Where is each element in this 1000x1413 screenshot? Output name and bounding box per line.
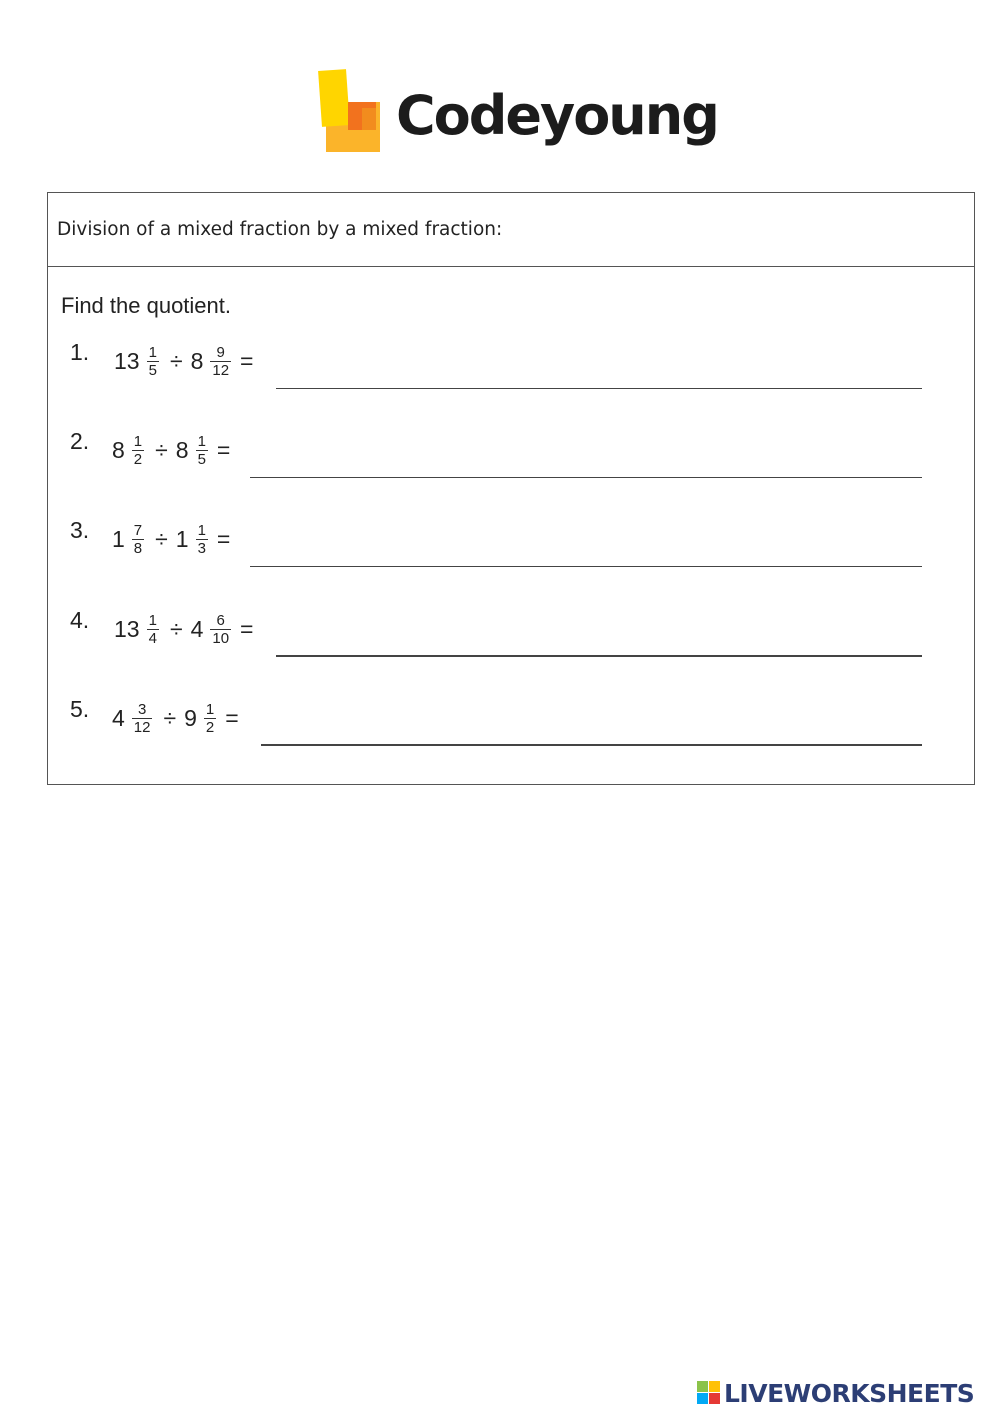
fraction: $\frac{3}{12}$ xyxy=(133,700,151,736)
problem-row xyxy=(70,422,922,478)
equals-sign: = xyxy=(240,347,254,374)
logo-wordmark: Codeyoung xyxy=(396,84,718,147)
fraction: $\frac{1}{5}$ xyxy=(148,343,157,379)
problem-row xyxy=(70,511,922,567)
answer-input[interactable] xyxy=(250,437,922,478)
problem-expression xyxy=(112,511,230,567)
codeyoung-logo xyxy=(318,68,718,164)
worksheet-title: Division of a mixed fraction by a mixed fraction: xyxy=(48,193,974,267)
fraction: $\frac{1}{2}$ xyxy=(133,432,143,468)
whole-number: 13 xyxy=(114,347,140,374)
fraction: $\frac{9}{12}$ xyxy=(212,343,230,379)
problem-expression xyxy=(114,333,253,389)
answer-input[interactable] xyxy=(276,615,922,657)
whole-number: 13 xyxy=(114,615,140,642)
divide-sign: ÷ xyxy=(169,615,183,642)
problem-row xyxy=(70,690,922,746)
whole-number: 1 xyxy=(112,525,125,552)
problem-row xyxy=(70,333,922,389)
equals-sign: = xyxy=(216,525,231,552)
whole-number: 8 xyxy=(112,436,125,463)
problem-expression xyxy=(114,601,253,657)
problem-number: 5. xyxy=(70,696,90,722)
instruction-text: Find the quotient. xyxy=(61,293,232,318)
whole-number: 4 xyxy=(190,615,204,642)
equals-sign: = xyxy=(216,436,231,463)
problem-number: 4. xyxy=(70,607,90,633)
codeyoung-logo-icon xyxy=(318,68,384,154)
whole-number: 8 xyxy=(175,436,189,463)
problem-number: 1. xyxy=(70,339,90,365)
divide-sign: ÷ xyxy=(169,347,183,374)
problem-row xyxy=(70,601,922,657)
whole-number: 1 xyxy=(175,525,189,552)
divide-sign: ÷ xyxy=(155,436,168,463)
liveworksheets-badge-icon xyxy=(697,1381,721,1405)
liveworksheets-wordmark: LIVEWORKSHEETS xyxy=(724,1378,975,1408)
fraction: $\frac{6}{10}$ xyxy=(212,611,230,647)
fraction: $\frac{1}{5}$ xyxy=(197,432,206,468)
divide-sign: ÷ xyxy=(155,525,168,552)
whole-number: 4 xyxy=(112,704,125,731)
fraction: $\frac{7}{8}$ xyxy=(133,521,143,557)
whole-number: 8 xyxy=(190,347,204,374)
equals-sign: = xyxy=(225,704,239,731)
equals-sign: = xyxy=(240,615,254,642)
divide-sign: ÷ xyxy=(163,704,177,731)
answer-input[interactable] xyxy=(276,348,922,389)
whole-number: 9 xyxy=(184,704,197,731)
fraction: $\frac{1}{3}$ xyxy=(197,521,206,557)
answer-input[interactable] xyxy=(250,526,922,567)
answer-input[interactable] xyxy=(261,704,922,746)
fraction: $\frac{1}{4}$ xyxy=(148,611,157,647)
worksheet-box xyxy=(47,192,975,785)
liveworksheets-brand xyxy=(697,1378,974,1408)
problem-expression xyxy=(112,422,230,478)
problem-number: 3. xyxy=(70,517,90,543)
fraction: $\frac{1}{2}$ xyxy=(205,700,215,736)
problem-number: 2. xyxy=(70,428,90,454)
problem-expression xyxy=(112,690,239,746)
